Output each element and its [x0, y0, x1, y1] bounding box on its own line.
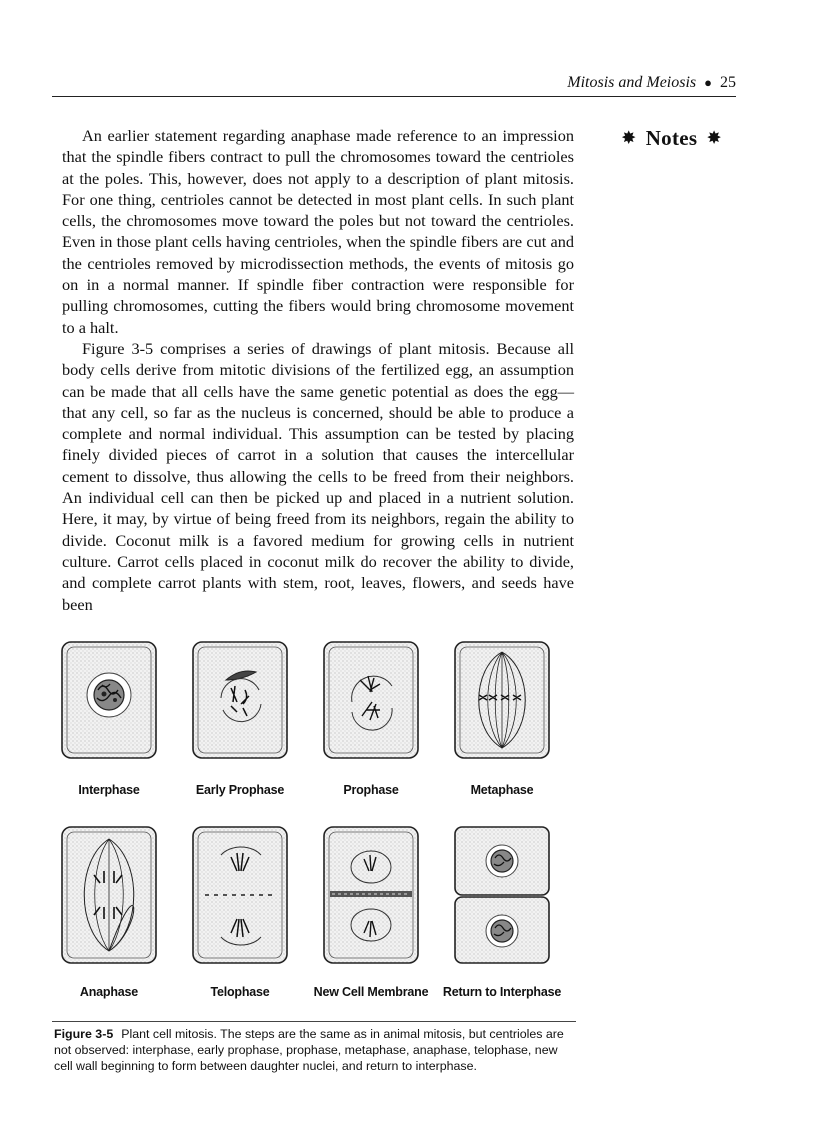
notes-heading	[612, 126, 731, 151]
return-to-interphase-drawing	[453, 825, 551, 965]
notes-label: Notes	[645, 126, 698, 150]
running-header	[52, 66, 736, 97]
cell-anaphase	[60, 825, 158, 945]
label-metaphase: Metaphase	[470, 783, 534, 797]
body-text	[62, 125, 574, 615]
bullet: ●	[704, 75, 712, 90]
cell-return-to-interphase	[453, 825, 551, 945]
cell-new-cell-membrane	[322, 825, 420, 945]
cell-early-prophase	[191, 640, 289, 760]
new-cell-membrane-drawing	[322, 825, 420, 965]
telophase-drawing	[191, 825, 289, 965]
running-title: Mitosis and Meiosis	[567, 74, 697, 91]
label-interphase: Interphase	[78, 783, 140, 797]
notes-ornament-right-icon: ✸	[707, 130, 722, 147]
metaphase-drawing	[453, 640, 551, 760]
anaphase-drawing	[60, 825, 158, 965]
interphase-drawing	[60, 640, 158, 760]
cell-metaphase	[453, 640, 551, 760]
paragraph-2: Figure 3-5 comprises a series of drawings of plant mitosis. Because all body cells derive from mitotic divisions of the fertilized egg, an assumption can be made that all cells have the same genetic potential as does the egg—that any cell, so far as the nucleus is concerned, should be able to produce a complete and normal individual. This assumption can be tested by placing finely divided pieces of carrot in a solution that causes the intercellular cement to dissolve, thus allowing the cells to be freed from their neighbors. An individual cell can then be picked up and placed in a nutrient solution. Here, it may, by virtue of being freed from its neighbors, regain the ability to divide. Coconut milk is a favored medium for growing cells in nutrient culture. Carrot cells placed in coconut milk do recover the ability to divide, and complete carrot plants with stem, root, leaves, flowers, and seeds have been	[62, 338, 574, 614]
notes-ornament-left-icon: ✸	[622, 130, 636, 147]
running-header-text	[567, 74, 736, 92]
caption-text: Plant cell mitosis. The steps are the same as in animal mitosis, but centrioles are not observed: interphase, early prophase, prophase, metaphase, anaphase, telophase, new cell wall beginning to form between daughter nuclei, and return to interphase.	[54, 1027, 564, 1073]
figure-3-5	[50, 635, 590, 1005]
cell-interphase	[60, 640, 158, 760]
caption-label: Figure 3-5	[54, 1027, 114, 1041]
figure-caption	[54, 1026, 574, 1074]
page-number: 25	[720, 74, 736, 91]
label-prophase: Prophase	[343, 783, 399, 797]
cell-telophase	[191, 825, 289, 945]
label-anaphase: Anaphase	[79, 985, 139, 999]
label-early-prophase: Early Prophase	[195, 783, 285, 797]
early-prophase-drawing	[191, 640, 289, 760]
label-new-cell-membrane: New Cell Membrane	[313, 985, 429, 999]
paragraph-1: An earlier statement regarding anaphase made reference to an impression that the spindle fibers contract to pull the chromosomes toward the centrioles at the poles. This, however, does not apply to a description of plant mitosis. For one thing, centrioles cannot be detected in most plant cells. In such plant cells, the chromosomes move toward the poles but not toward the centrioles. Even in those plant cells having centrioles, when the spindle fibers are cut and the centrioles removed by microdissection methods, the events of mitosis go on in a normal manner. If spindle fiber contraction were responsible for pulling chromosomes, cutting the fibers would bring chromosome movement to a halt.	[62, 126, 574, 337]
cell-prophase	[322, 640, 420, 760]
label-telophase: Telophase	[210, 985, 270, 999]
caption-rule	[52, 1021, 576, 1022]
label-return-to-interphase: Return to Interphase	[442, 985, 562, 999]
prophase-drawing	[322, 640, 420, 760]
